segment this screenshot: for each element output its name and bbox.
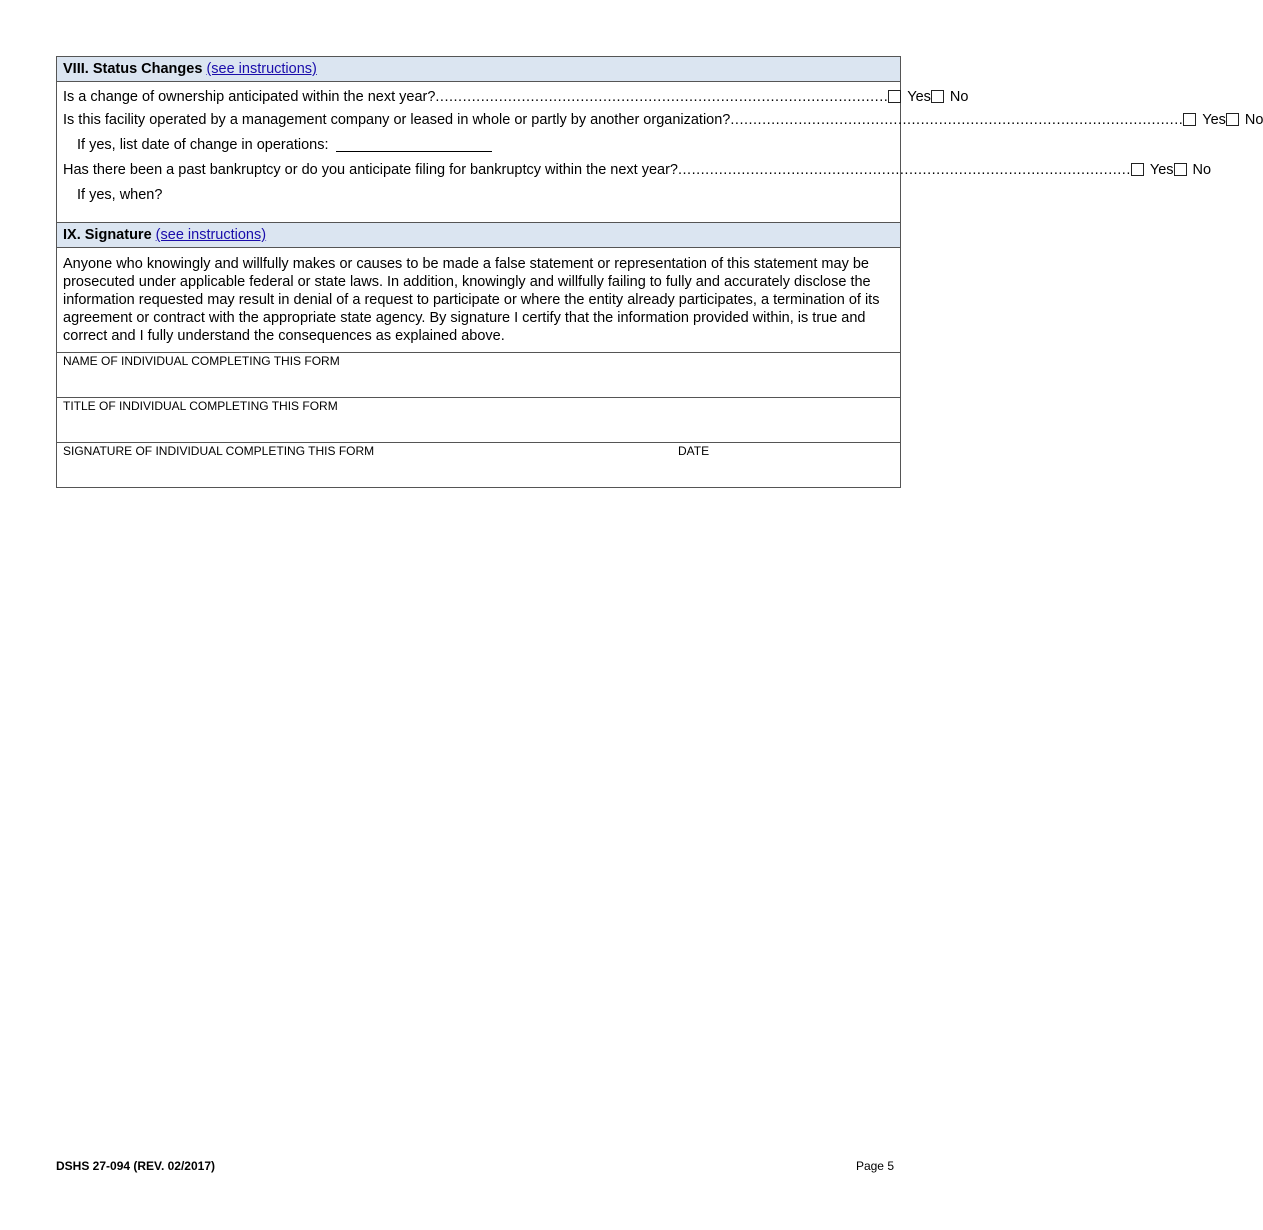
dot-leader: .................................................................................................... [435,88,889,105]
name-field[interactable] [57,353,900,398]
bankruptcy-yes-checkbox[interactable] [1131,163,1144,176]
bankruptcy-yes-option[interactable] [1131,162,1174,178]
yes-label: Yes [1149,161,1174,178]
question-ownership-change [63,85,969,108]
status-changes-body [57,82,1263,222]
ownership-no-checkbox[interactable] [931,90,944,103]
yes-label: Yes [1202,111,1226,128]
ownership-yes-option[interactable] [888,89,931,105]
change-date-field[interactable] [336,137,492,152]
form-id: DSHS 27-094 (REV. 02/2017) [56,1159,215,1173]
management-yes-checkbox[interactable] [1183,113,1196,126]
dot-leader: .................................................................................................... [678,161,1131,178]
signature-instructions-link[interactable]: (see instructions) [155,227,267,243]
signature-statement: Anyone who knowingly and willfully makes or causes to be made a false statement or representation of this statement may be prosecuted under applicable federal or state laws. In addition, knowingly and willfully failing to fully and accurately disclose the information requested may result in denial of a request to participate or where the entity already participates, a termination of its agreement or contract with the appropriate state agency. By signature I certify that the information provided within, is true and correct and I fully understand the consequences as explained above. [57,248,900,353]
management-no-option[interactable] [1226,112,1263,128]
status-changes-title: VIII. Status Changes [63,61,203,77]
date-label: DATE [678,444,710,458]
question-text: Is a change of ownership anticipated within the next year? [63,88,436,105]
signature-field[interactable] [57,443,900,487]
form-box [56,56,1263,488]
no-label: No [949,88,969,105]
yes-label: Yes [907,88,931,105]
management-no-checkbox[interactable] [1226,113,1239,126]
signature-label: SIGNATURE OF INDIVIDUAL COMPLETING THIS FORM [63,444,375,458]
no-label: No [1244,111,1263,128]
question-management-company [63,108,1263,131]
management-yes-option[interactable] [1183,112,1226,128]
title-field[interactable] [57,398,900,443]
bankruptcy-when-label: If yes, when? [77,186,163,203]
question-text: Is this facility operated by a management company or leased in whole or partly by another organization? [63,111,731,128]
dot-leader: .................................................................................................... [730,111,1184,128]
question-bankruptcy [63,158,1212,181]
bankruptcy-no-checkbox[interactable] [1174,163,1187,176]
page-number: Page 5 [855,1159,894,1173]
bankruptcy-no-option[interactable] [1174,162,1212,178]
signature-title: IX. Signature [63,227,152,243]
change-date-label: If yes, list date of change in operations: [77,136,329,153]
question-text: Has there been a past bankruptcy or do you anticipate filing for bankruptcy within the next year? [63,161,678,178]
bankruptcy-when-row [63,181,894,208]
no-label: No [1192,161,1212,178]
change-date-row [63,131,894,158]
signature-header [57,222,900,248]
title-label: TITLE OF INDIVIDUAL COMPLETING THIS FORM [63,399,338,413]
name-label: NAME OF INDIVIDUAL COMPLETING THIS FORM [63,354,340,368]
ownership-yes-checkbox[interactable] [888,90,901,103]
status-changes-instructions-link[interactable]: (see instructions) [206,61,317,77]
status-changes-header [57,57,900,82]
ownership-no-option[interactable] [931,89,969,105]
